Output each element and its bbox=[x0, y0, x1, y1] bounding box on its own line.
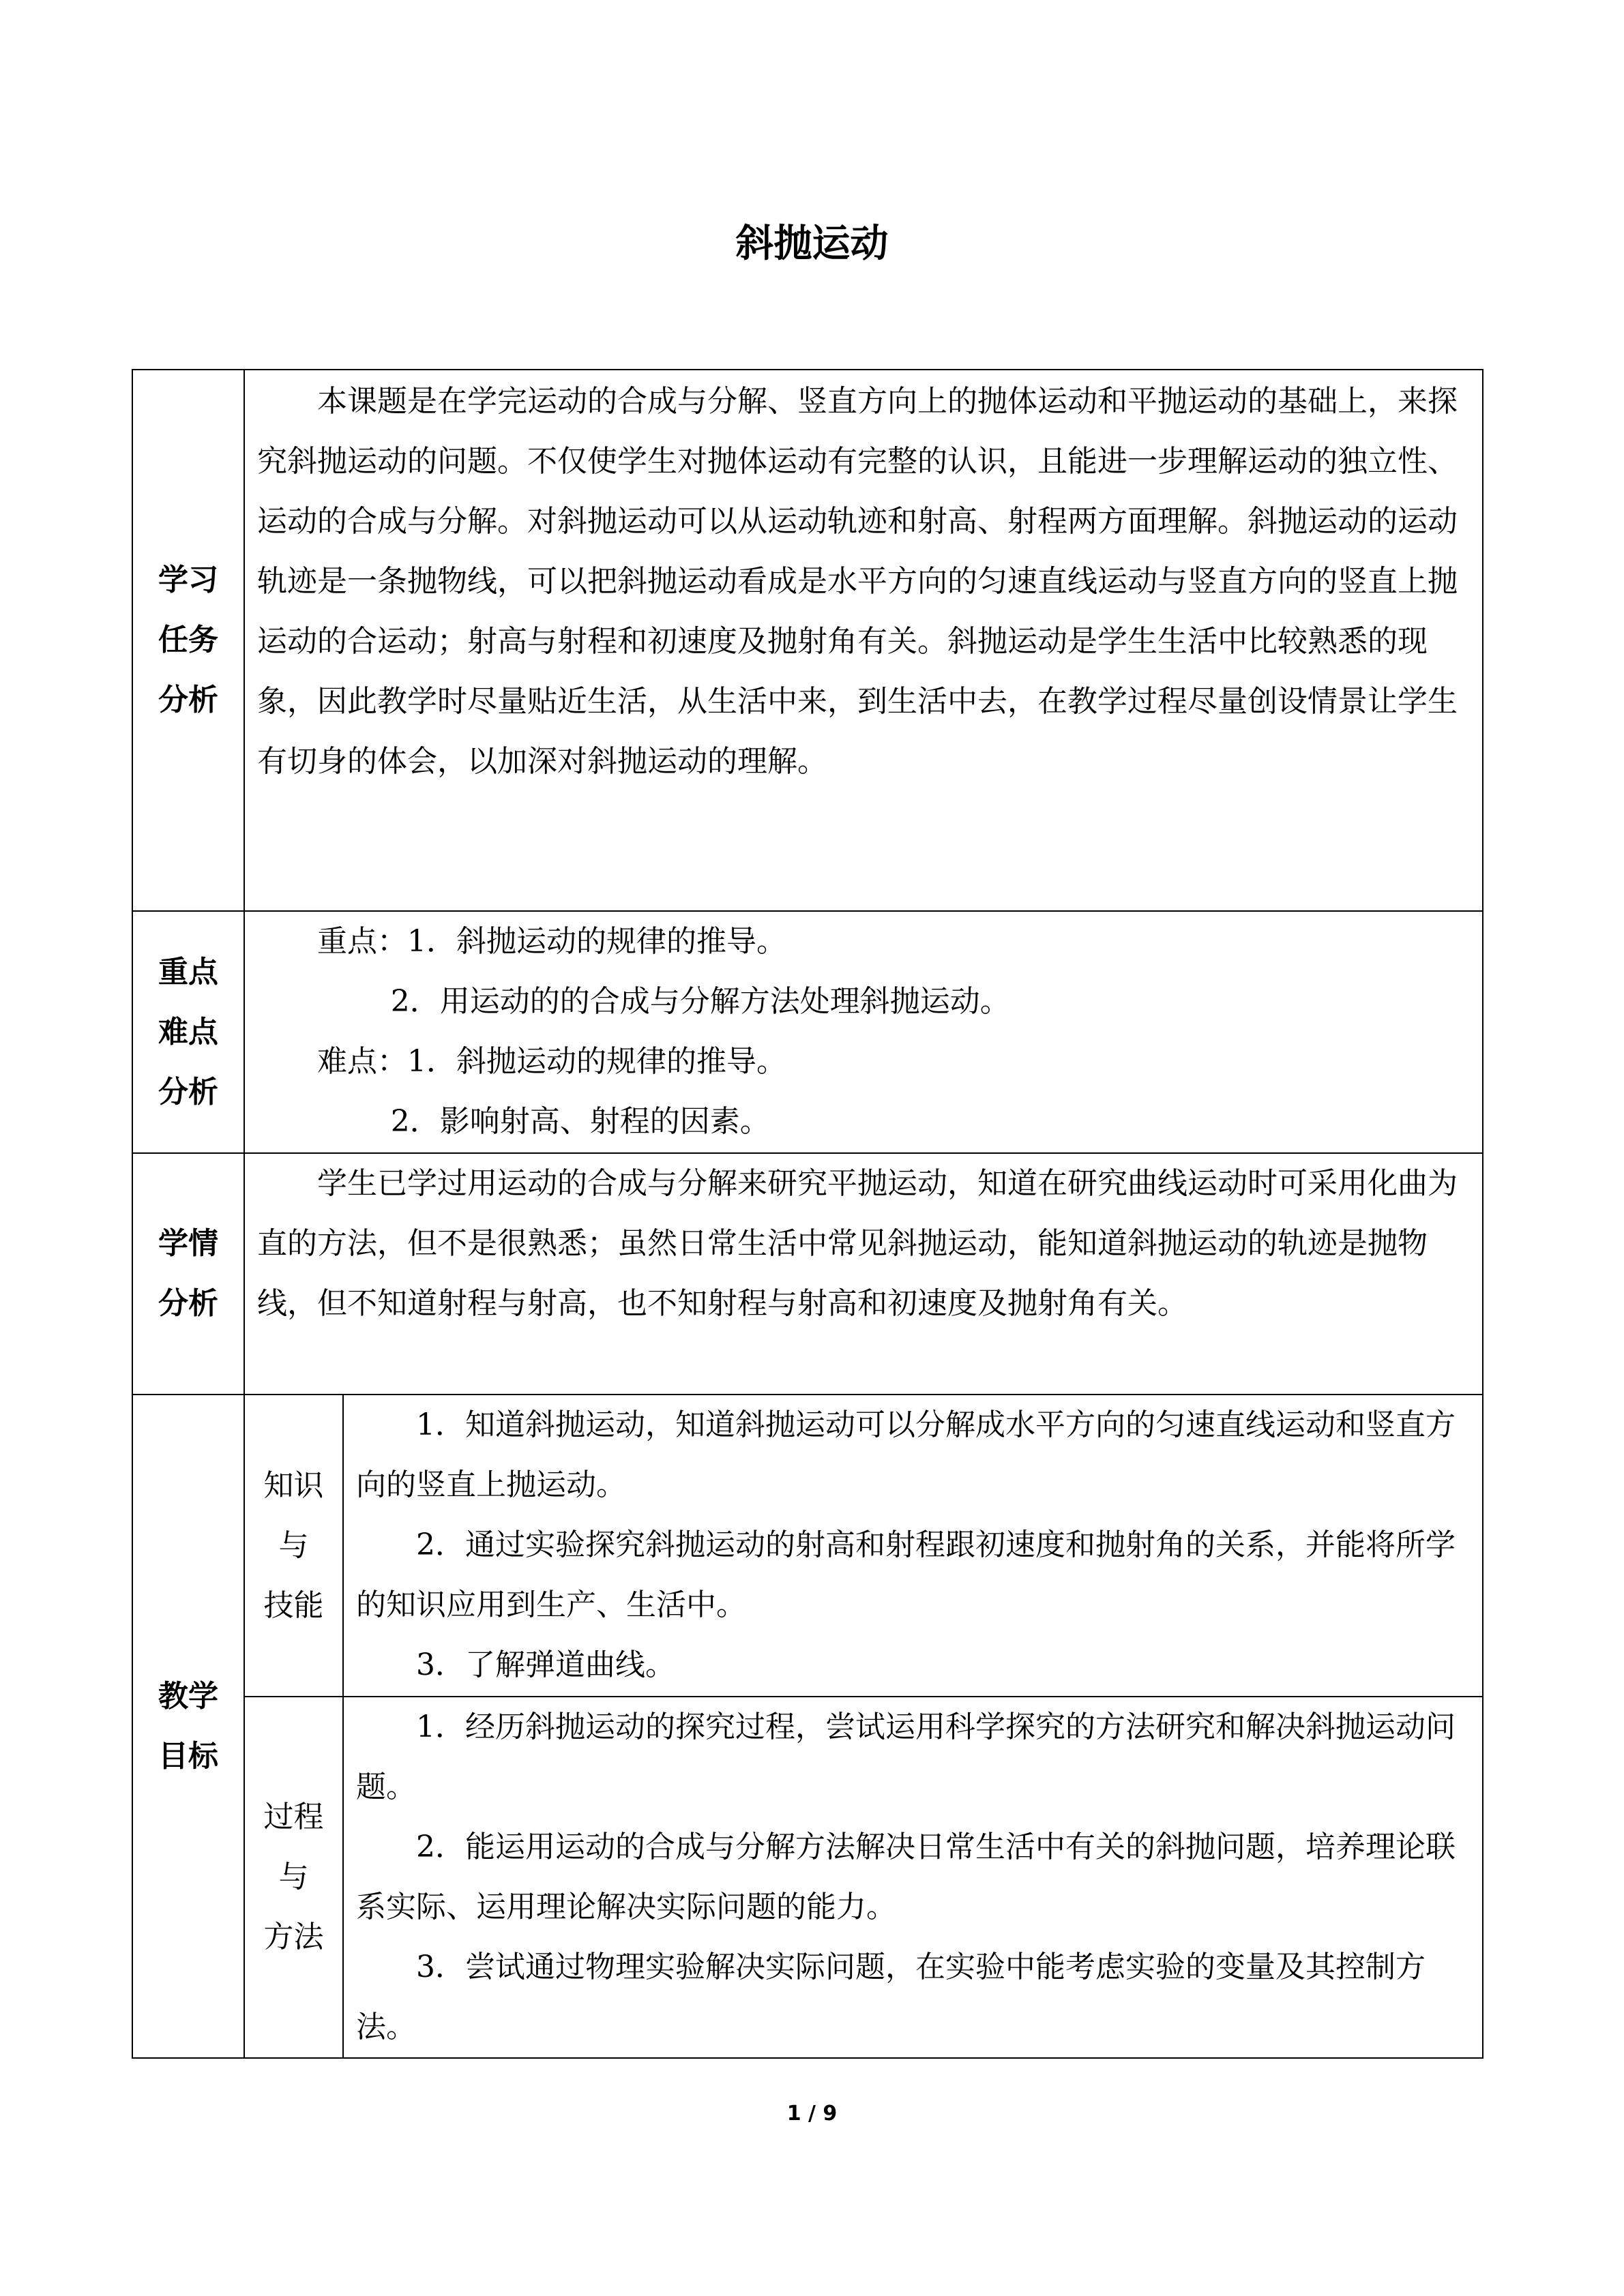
difficulty-line: 2．影响射高、射程的因素。 bbox=[390, 1104, 770, 1139]
label-line: 分析 bbox=[158, 1074, 218, 1109]
knowledge-skills-cell bbox=[343, 1395, 1483, 1697]
task-analysis-cell bbox=[244, 370, 1483, 911]
row-student-analysis bbox=[132, 1153, 1483, 1395]
label-student-analysis bbox=[132, 1153, 244, 1395]
row-goals-knowledge bbox=[132, 1395, 1483, 1697]
page-number: 1 / 9 bbox=[786, 2102, 838, 2126]
page-title: 斜抛运动 bbox=[735, 222, 889, 266]
label-line: 目标 bbox=[158, 1738, 218, 1774]
label-line: 分析 bbox=[158, 1286, 218, 1321]
goal-item: 3．尝试通过物理实验解决实际问题，在实验中能考虑实验的变量及其控制方法。 bbox=[356, 1950, 1426, 2044]
goal-item: 2．能运用运动的合成与分解方法解决日常生活中有关的斜抛问题，培养理论联系实际、运用理论解决实际问题的能力。 bbox=[356, 1830, 1456, 1924]
key-point-line: 2．用运动的的合成与分解方法处理斜抛运动。 bbox=[390, 984, 1010, 1019]
label-line: 技能 bbox=[263, 1587, 324, 1623]
label-line: 知识 bbox=[263, 1467, 324, 1503]
label-line: 学习 bbox=[158, 563, 218, 597]
goal-item: 1．经历斜抛运动的探究过程，尝试运用科学探究的方法研究和解决斜抛运动问题。 bbox=[356, 1710, 1456, 1804]
label-line: 重点 bbox=[158, 954, 218, 989]
label-line: 学情 bbox=[158, 1226, 218, 1261]
label-key-points bbox=[132, 911, 244, 1153]
student-analysis-text: 学生已学过用运动的合成与分解来研究平抛运动，知道在研究曲线运动时可采用化曲为直的方法，但不是很熟悉；虽然日常生活中常见斜抛运动，能知道斜抛运动的轨迹是抛物线，但不知道射程与射高，也不知射程与射高和初速度及抛射角有关。 bbox=[257, 1166, 1458, 1321]
label-line: 分析 bbox=[158, 683, 218, 717]
task-analysis-text: 本课题是在学完运动的合成与分解、竖直方向上的抛体运动和平抛运动的基础上，来探究斜抛运动的问题。不仅使学生对抛体运动有完整的认识，且能进一步理解运动的独立性、运动的合成与分解。对斜抛运动可以从运动轨迹和射高、射程两方面理解。斜抛运动的运动轨迹是一条抛物线，可以把斜抛运动看成是水平方向的匀速直线运动与竖直方向的竖直上抛运动的合运动；射高与射程和初速度及抛射角有关。斜抛运动是学生生活中比较熟悉的现象，因此教学时尽量贴近生活，从生活中来，到生活中去，在教学过程尽量创设情景让学生有切身的体会，以加深对斜抛运动的理解。 bbox=[257, 384, 1458, 779]
label-line: 与 bbox=[278, 1860, 309, 1894]
label-line: 过程 bbox=[263, 1800, 324, 1834]
row-goals-process bbox=[132, 1697, 1483, 2058]
label-knowledge-skills bbox=[244, 1395, 343, 1697]
difficulty-line: 难点：1．斜抛运动的规律的推导。 bbox=[317, 1044, 786, 1079]
student-analysis-cell bbox=[244, 1153, 1483, 1395]
label-task-analysis bbox=[132, 370, 244, 911]
goal-item: 3．了解弹道曲线。 bbox=[416, 1648, 675, 1682]
label-process-methods bbox=[244, 1697, 343, 2058]
row-key-points bbox=[132, 911, 1483, 1153]
key-point-line: 重点：1．斜抛运动的规律的推导。 bbox=[317, 924, 786, 959]
goal-item: 1．知道斜抛运动，知道斜抛运动可以分解成水平方向的匀速直线运动和竖直方向的竖直上抛运动。 bbox=[356, 1407, 1456, 1502]
row-task-analysis bbox=[132, 370, 1483, 911]
key-points-cell bbox=[244, 911, 1483, 1153]
lesson-plan-table bbox=[132, 369, 1483, 2059]
label-line: 难点 bbox=[158, 1014, 218, 1049]
label-teaching-goals bbox=[132, 1395, 244, 2058]
goal-item: 2．通过实验探究斜抛运动的射高和射程跟初速度和抛射角的关系，并能将所学的知识应用到生产、生活中。 bbox=[356, 1527, 1456, 1622]
process-methods-cell bbox=[343, 1697, 1483, 2058]
label-line: 与 bbox=[278, 1527, 309, 1563]
label-line: 教学 bbox=[158, 1678, 218, 1714]
label-line: 任务 bbox=[158, 623, 218, 657]
label-line: 方法 bbox=[263, 1920, 324, 1954]
